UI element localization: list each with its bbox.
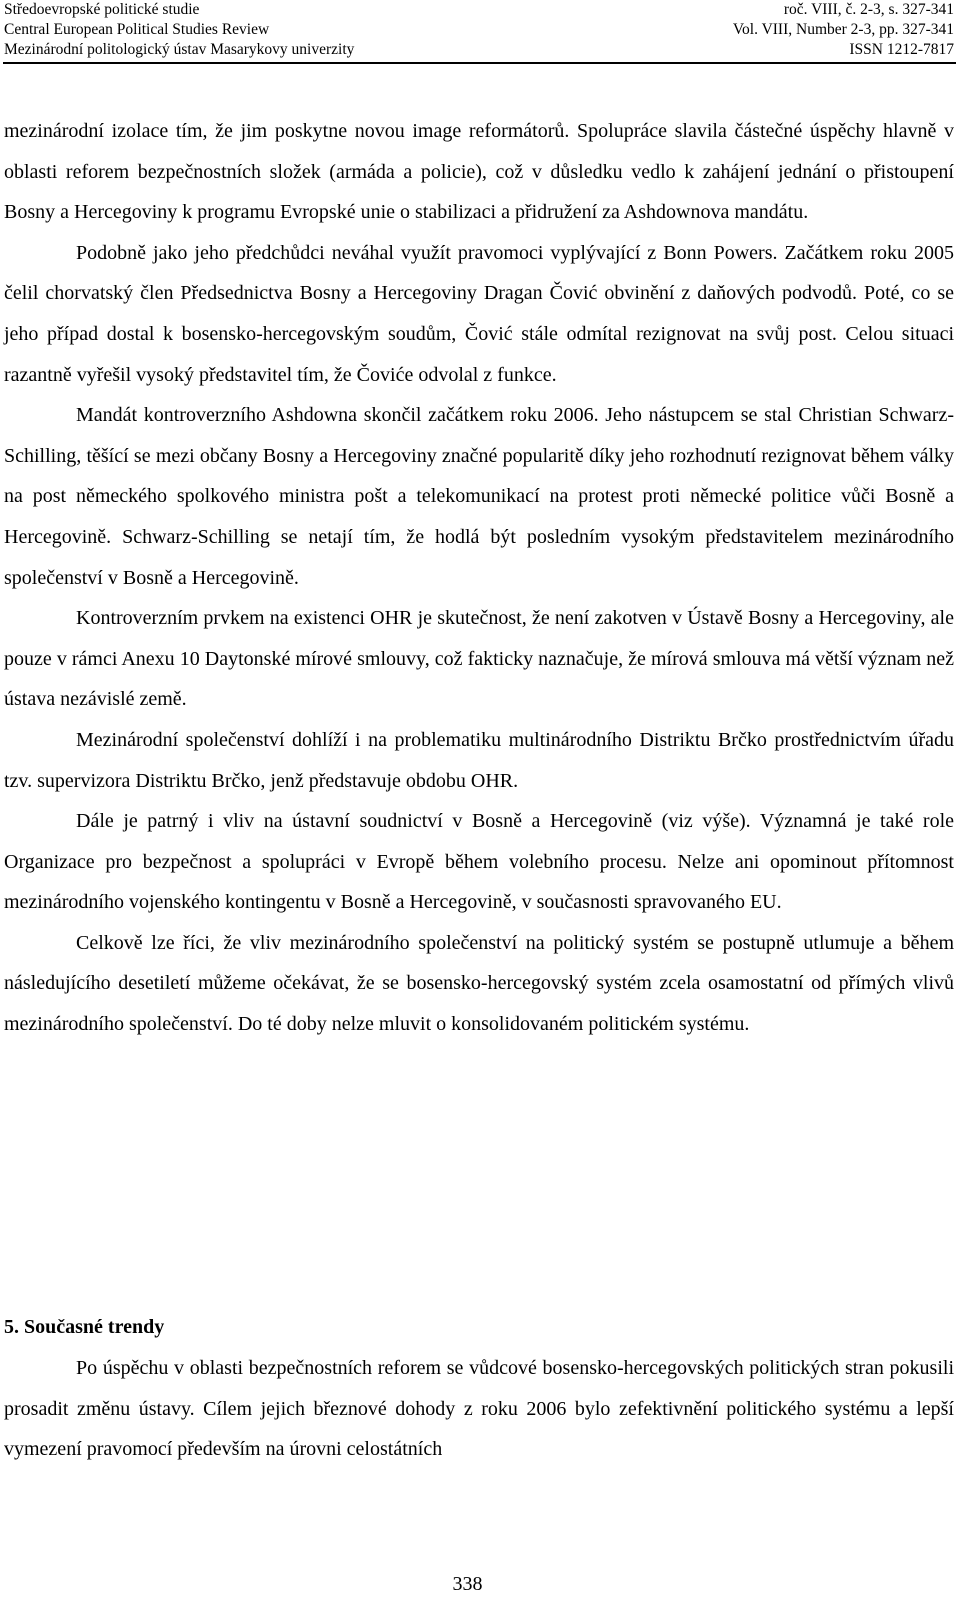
header-row-2: [4, 20, 954, 40]
header-row-1: [4, 0, 954, 20]
header-row-3: [4, 40, 954, 60]
paragraph: Mandát kontroverzního Ashdowna skončil začátkem roku 2006. Jeho nástupcem se stal Christian Schwarz-Schilling, těšící se mezi občany Bosny a Hercegoviny značné popularitě díky jeho rozhodnutí rezignovat během války na post německého spolkového ministra pošt a telekomunikací na protest proti německé politice vůči Bosně a Hercegovině. Schwarz-Schilling se netají tím, že hodlá být posledním vysokým představitelem mezinárodního společenství v Bosně a Hercegovině.: [4, 404, 954, 589]
paragraph: Celkově lze říci, že vliv mezinárodního společenství na politický systém se postupně utlumuje a během následujícího desetiletí můžeme očekávat, že se bosensko-hercegovský systém zcela osamostatní od přímých vlivů mezinárodního společenství. Do té doby nelze mluvit o konsolidovaném politickém systému.: [4, 931, 954, 1036]
header-divider: [3, 62, 956, 64]
volume-info-cz: roč. VIII, č. 2-3, s. 327-341: [783, 1, 954, 18]
institute-name: Mezinárodní politologický ústav Masarykovy univerzity: [4, 41, 355, 58]
issn: ISSN 1212-7817: [849, 41, 954, 58]
section-body: [4, 1348, 954, 1470]
running-header: [4, 0, 954, 60]
paragraph: Po úspěchu v oblasti bezpečnostních reforem se vůdcové bosensko-hercegovských politických stran pokusili prosadit změnu ústavy. Cílem jejich březnové dohody z roku 2006 bylo zefektivnění politického systému a lepší vymezení pravomocí především na úrovni celostátních: [4, 1357, 954, 1461]
body-text: [4, 111, 954, 1045]
journal-title-cz: Středoevropské politické studie: [4, 1, 200, 18]
page-number: 338: [452, 1573, 483, 1595]
section-heading: 5. Současné trendy: [4, 1316, 165, 1338]
journal-title-en: Central European Political Studies Review: [4, 21, 270, 38]
paragraph-continued: mezinárodní izolace tím, že jim poskytne novou image reformátorů. Spolupráce slavila částečné úspěchy hlavně v oblasti reforem bezpečnostních složek (armáda a policie), což v důsledku vedlo k zahájení jednání o přistoupení Bosny a Hercegoviny k programu Evropské unie o stabilizaci a přidružení za Ashdownova mandátu.: [4, 120, 954, 224]
paragraph: Mezinárodní společenství dohlíží i na problematiku multinárodního Distriktu Brčko prostřednictvím úřadu tzv. supervizora Distriktu Brčko, jenž představuje obdobu OHR.: [4, 728, 954, 792]
paragraph: Kontroverzním prvkem na existenci OHR je skutečnost, že není zakotven v Ústavě Bosny a Hercegoviny, ale pouze v rámci Anexu 10 Daytonské mírové smlouvy, což fakticky naznačuje, že mírová smlouva má větší význam než ústava nezávislé země.: [4, 607, 954, 711]
paragraph: Podobně jako jeho předchůdci neváhal využít pravomoci vyplývající z Bonn Powers. Začátkem roku 2005 čelil chorvatský člen Předsednictva Bosny a Hercegoviny Dragan Čović obvinění z daňových podvodů. Poté, co se jeho případ dostal k bosensko-hercegovským soudům, Čović stále odmítal rezignovat na svůj post. Celou situaci razantně vyřešil vysoký představitel tím, že Čoviće odvolal z funkce.: [4, 241, 954, 386]
volume-info-en: Vol. VIII, Number 2-3, pp. 327-341: [732, 21, 954, 38]
paragraph: Dále je patrný i vliv na ústavní soudnictví v Bosně a Hercegovině (viz výše). Významná je také role Organizace pro bezpečnost a spolupráci v Evropě během volebního procesu. Nelze ani opominout přítomnost mezinárodního vojenského kontingentu v Bosně a Hercegovině, v současnosti spravovaného EU.: [4, 810, 954, 914]
